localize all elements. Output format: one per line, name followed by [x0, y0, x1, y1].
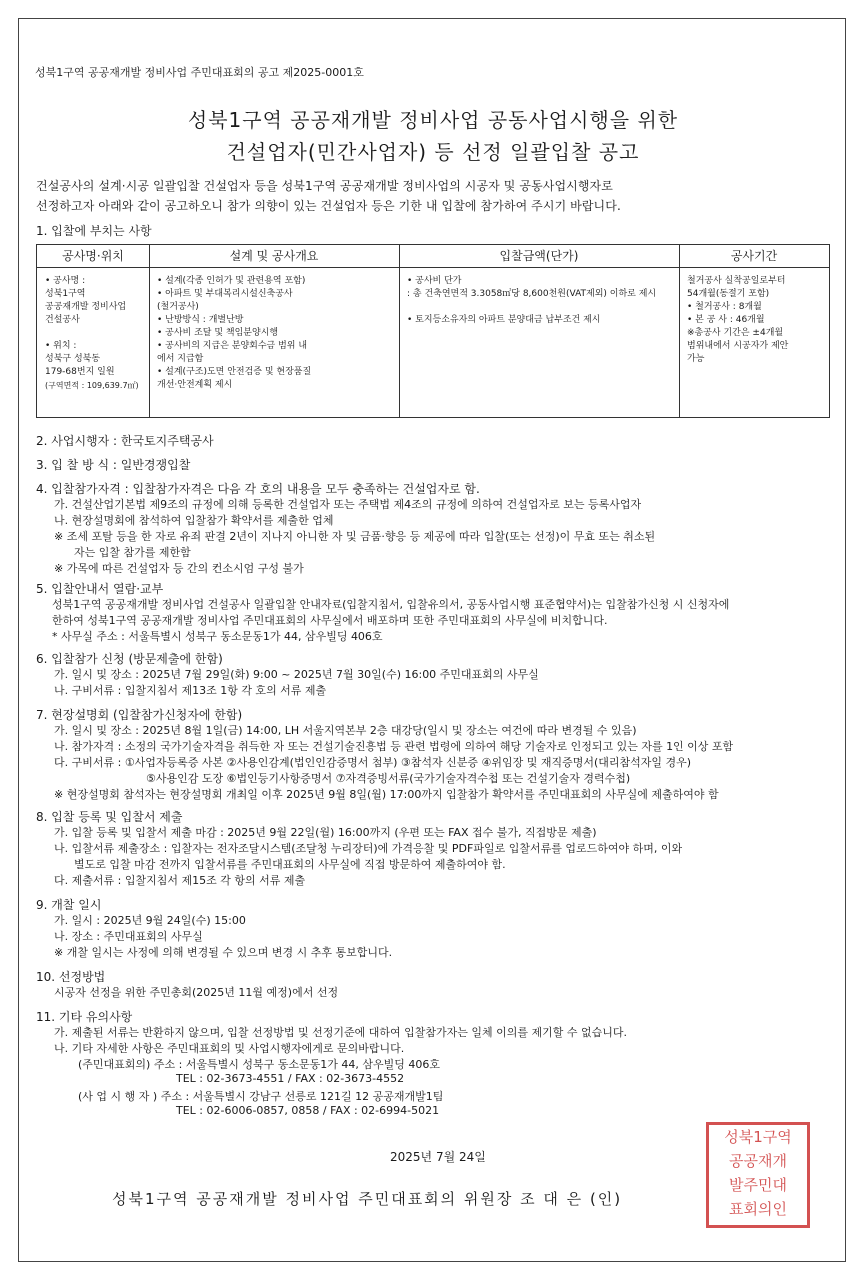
cell-line: • 토지등소유자의 아파트 분양대금 납부조건 제시 [407, 315, 601, 325]
section-5-line: 성북1구역 공공재개발 정비사업 건설공사 일괄입찰 안내자료(입찰지침서, 입찰유의서, 공동사업시행 표준협약서)는 입찰참가신청 시 신청자에 [52, 598, 730, 611]
section-9-item: 나. 장소 : 주민대표회의 사무실 [54, 930, 203, 943]
cell-line: 179-68번지 일원 [45, 367, 115, 377]
cell-line: (철거공사) [157, 302, 199, 312]
section-6-item: 가. 일시 및 장소 : 2025년 7월 29일(화) 9:00 ~ 2025년 7월 30일(수) 16:00 주민대표회의 사무실 [54, 668, 539, 681]
section-2: 2. 사업시행자 : 한국토지주택공사 [36, 434, 214, 448]
cell-design-overview [157, 275, 311, 392]
cell-line: • 난방방식 : 개별난방 [157, 315, 244, 325]
title-line-1: 성북1구역 공공재개발 정비사업 공동사업시행을 위한 [187, 108, 679, 132]
section-9-note: ※ 개찰 일시는 사정에 의해 변경될 수 있으며 변경 시 추후 통보합니다. [54, 946, 393, 959]
section-4-heading: 4. 입찰참가자격 : 입찰참가자격은 다음 각 호의 내용을 모두 충족하는 건설업자로 함. [36, 482, 480, 496]
section-7-item: 다. 구비서류 : ①사업자등록증 사본 ②사용인감계(법인인감증명서 첨부) ③참석자 신분증 ④위임장 및 재직증명서(대리참석자일 경우) [54, 756, 692, 769]
table-col-line [679, 245, 680, 417]
section-5-line: 한하여 성북1구역 공공재개발 정비사업 주민대표회의 사무실에서 배포하며 또한 주민대표회의 사무실에 비치합니다. [52, 614, 608, 627]
cell-line: 철거공사 실착공일로부터 [687, 276, 786, 286]
cell-line: 성북구 성북동 [45, 354, 101, 364]
cell-line: 공공재개발 정비사업 [45, 302, 127, 312]
table-header: 공사명·위치 [37, 245, 149, 268]
official-seal [706, 1122, 810, 1228]
intro-line: 건설공사의 설계·시공 일괄입찰 건설업자 등을 성북1구역 공공재개발 정비사업의 시공자 및 공동사업시행자로 [36, 179, 613, 193]
cell-line: • 공사비의 지급은 분양회수금 범위 내 [157, 341, 308, 351]
section-6-item: 나. 구비서류 : 입찰지침서 제13조 1항 각 호의 서류 제출 [54, 684, 327, 697]
cell-line: 가능 [687, 354, 705, 364]
section-8-item: 나. 입찰서류 제출장소 : 입찰자는 전자조달시스템(조달청 누리장터)에 가격응찰 및 PDF파일로 입찰서류를 업로드하여야 하며, 이와 [54, 842, 683, 855]
section-7-item: 가. 일시 및 장소 : 2025년 8월 1일(금) 14:00, LH 서울지역본부 2층 대강당(일시 및 장소는 여건에 따라 변경될 수 있음) [54, 724, 637, 737]
cell-spacer [407, 301, 656, 314]
cell-name-location [45, 275, 139, 392]
section-9-heading: 9. 개찰 일시 [36, 898, 102, 912]
cell-line: 범위내에서 시공자가 제안 [687, 341, 789, 351]
cell-line: • 설계(각종 인허가 및 관련용역 포함) [157, 276, 306, 286]
section-4-item: 가. 건설산업기본법 제9조의 규정에 의해 등록한 건설업자 또는 주택법 제4조의 규정에 의하여 건설업자로 보는 등록사업자 [54, 498, 642, 511]
cell-spacer [45, 327, 139, 340]
cell-bid-amount [407, 275, 656, 327]
notice-number: 성북1구역 공공재개발 정비사업 주민대표회의 공고 제2025-0001호 [35, 66, 364, 79]
contact-committee-tel: TEL : 02-3673-4551 / FAX : 02-3673-4552 [176, 1072, 405, 1085]
table-header: 설계 및 공사개요 [149, 245, 399, 268]
cell-line: • 아파트 및 부대복리시설신축공사 [157, 289, 293, 299]
section-7-item: 나. 참가자격 : 소정의 국가기술자격을 취득한 자 또는 건설기술진흥법 등 관련 법령에 의하여 해당 기술자로 인정되고 있는 자를 1인 이상 포함 [54, 740, 734, 753]
section-4-note: ※ 가목에 따른 건설업자 등 간의 컨소시엄 구성 불가 [54, 562, 304, 575]
section-1-heading: 1. 입찰에 부치는 사항 [36, 224, 152, 238]
title-line-2: 건설업자(민간사업자) 등 선정 일괄입찰 공고 [226, 140, 640, 164]
cell-line: ※총공사 기간은 ±4개월 [687, 328, 784, 338]
table-divider [37, 267, 829, 268]
section-7-heading: 7. 현장설명회 (입찰참가신청자에 한함) [36, 708, 243, 722]
cell-line: • 철거공사 : 8개월 [687, 302, 762, 312]
cell-line: 에서 지급함 [157, 354, 204, 364]
section-8-item: 가. 입찰 등록 및 입찰서 제출 마감 : 2025년 9월 22일(월) 16:00까지 (우편 또는 FAX 접수 불가, 직접방문 제출) [54, 826, 597, 839]
cell-line: • 공사비 조달 및 책임분양시행 [157, 328, 279, 338]
cell-line: 성북1구역 [45, 289, 86, 299]
section-3: 3. 입 찰 방 식 : 일반경쟁입찰 [36, 458, 191, 472]
section-11-item: 나. 기타 자세한 사항은 주민대표회의 및 사업시행자에게로 문의바랍니다. [54, 1042, 405, 1055]
section-5-address: * 사무실 주소 : 서울특별시 성북구 동소문동1가 44, 삼우빌딩 406호 [52, 630, 383, 643]
section-8-item: 별도로 입찰 마감 전까지 입찰서류를 주민대표회의 사무실에 직접 방문하여 제출하여야 함. [74, 858, 506, 871]
intro-line: 선정하고자 아래와 같이 공고하오니 참가 의향이 있는 건설업자 등은 기한 내 입찰에 참가하여 주시기 바랍니다. [36, 199, 621, 213]
issue-date: 2025년 7월 24일 [390, 1150, 486, 1164]
table-header: 입찰금액(단가) [399, 245, 679, 268]
table-col-line [149, 245, 150, 417]
section-8-item: 다. 제출서류 : 입찰지침서 제15조 각 항의 서류 제출 [54, 874, 306, 887]
section-10-item: 시공자 선정을 위한 주민총회(2025년 11월 예정)에서 선정 [54, 986, 339, 999]
seal-text: 공공재개 [729, 1152, 787, 1170]
section-10-heading: 10. 선정방법 [36, 970, 106, 984]
cell-line: • 공사비 단가 [407, 276, 462, 286]
seal-text: 성북1구역 [724, 1128, 792, 1146]
section-4-note: ※ 조세 포탈 등을 한 자로 유죄 판결 2년이 지나지 아니한 자 및 금품·향응 등 제공에 따라 입찰(또는 선정)이 무효 또는 취소된 [54, 530, 656, 543]
cell-line: : 총 건축연면적 3.3058㎡당 8,600천원(VAT제외) 이하로 제시 [407, 289, 657, 299]
cell-line: • 설계(구조)도면 안전검증 및 현장품질 [157, 367, 312, 377]
cell-construction-period [687, 275, 788, 366]
contact-operator: (사 업 시 행 자 ) 주소 : 서울특별시 강남구 선릉로 121길 12 공공재개발1팀 [78, 1090, 444, 1103]
section-4-item: 나. 현장설명회에 참석하여 입찰참가 확약서를 제출한 업체 [54, 514, 334, 527]
cell-line: 개선·안전계획 제시 [157, 380, 233, 390]
section-11-item: 가. 제출된 서류는 반환하지 않으며, 입찰 선정방법 및 선정기준에 대하여 입찰참가자는 일체 이의를 제기할 수 없습니다. [54, 1026, 627, 1039]
bid-table [36, 244, 830, 418]
cell-line: • 위치 : [45, 341, 77, 351]
seal-text: 표회의인 [729, 1200, 787, 1218]
section-8-heading: 8. 입찰 등록 및 입찰서 제출 [36, 810, 183, 824]
section-11-heading: 11. 기타 유의사항 [36, 1010, 133, 1024]
intro-paragraph [36, 176, 836, 216]
table-header: 공사기간 [679, 245, 829, 268]
section-4-note: 자는 입찰 참가를 제한함 [74, 546, 191, 559]
cell-line: (구역면적 : 109,639.7㎡) [45, 381, 139, 390]
signer: 성북1구역 공공재개발 정비사업 주민대표회의 위원장 조 대 은 (인) [112, 1190, 623, 1208]
contact-committee: (주민대표회의) 주소 : 서울특별시 성북구 동소문동1가 44, 삼우빌딩 406호 [78, 1058, 441, 1071]
cell-line: 54개월(동절기 포함) [687, 289, 770, 299]
seal-text: 발주민대 [729, 1176, 787, 1194]
section-9-item: 가. 일시 : 2025년 9월 24일(수) 15:00 [54, 914, 246, 927]
cell-line: • 공사명 : [45, 276, 86, 286]
section-7-item: ⑤사용인감 도장 ⑥법인등기사항증명서 ⑦자격증빙서류(국가기술자격수첩 또는 건설기술자 경력수첩) [146, 772, 631, 785]
contact-operator-tel: TEL : 02-6006-0857, 0858 / FAX : 02-6994-5021 [176, 1104, 440, 1117]
section-5-heading: 5. 입찰안내서 열람·교부 [36, 582, 164, 596]
table-col-line [399, 245, 400, 417]
section-7-note: ※ 현장설명회 참석자는 현장설명회 개최일 이후 2025년 9월 8일(월) 17:00까지 입찰참가 확약서를 주민대표회의 사무실에 제출하여야 함 [54, 788, 719, 801]
cell-line: 건설공사 [45, 315, 80, 325]
section-6-heading: 6. 입찰참가 신청 (방문제출에 한함) [36, 652, 223, 666]
cell-line: • 본 공 사 : 46개월 [687, 315, 765, 325]
